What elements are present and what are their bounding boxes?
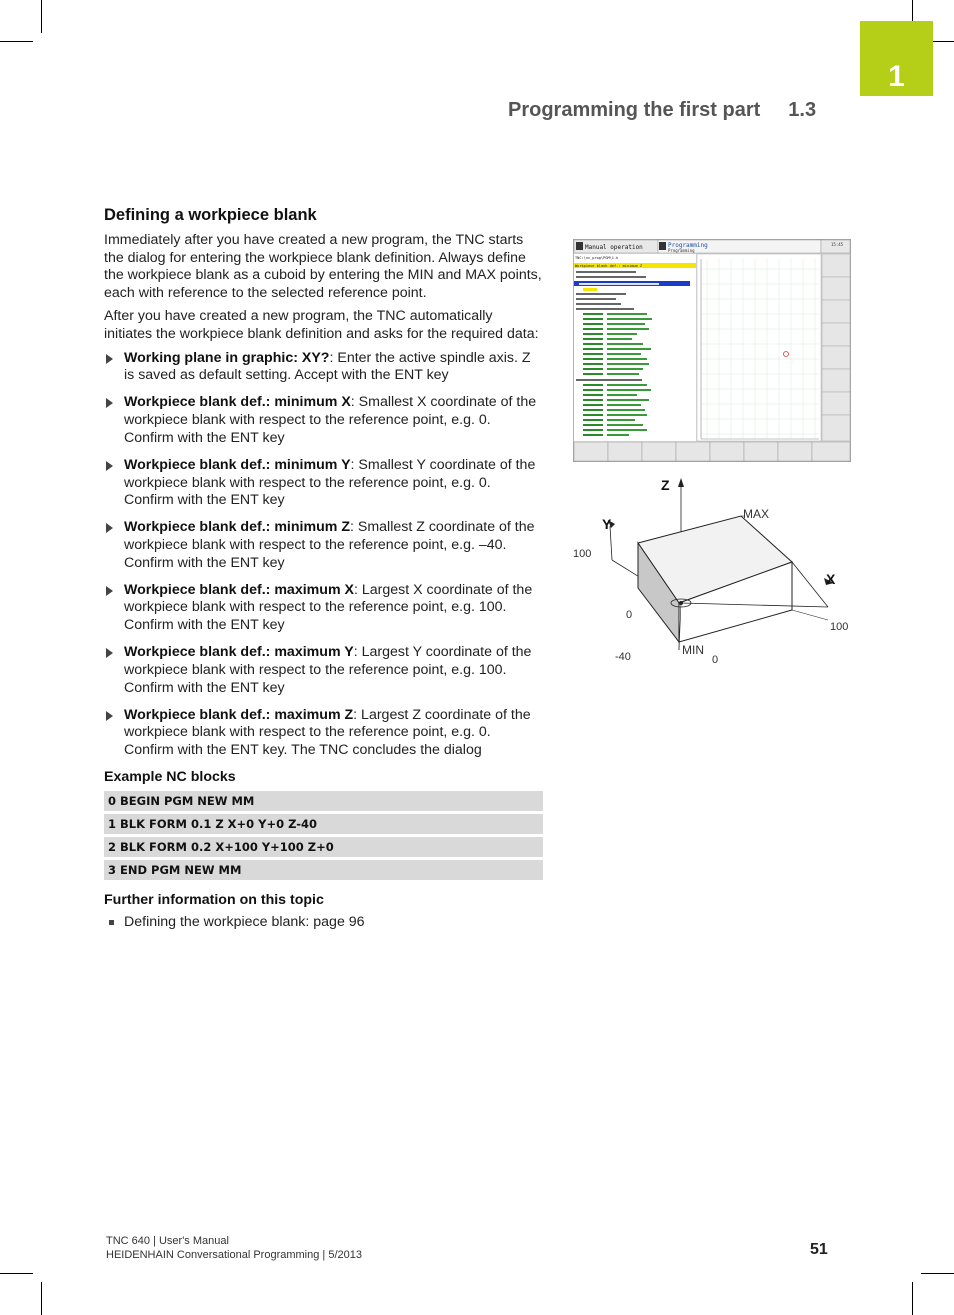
nc-block-row: 1 BLK FORM 0.1 Z X+0 Y+0 Z-40 xyxy=(104,814,543,834)
section-number: 1.3 xyxy=(788,99,817,121)
tnc-screenshot xyxy=(573,239,851,462)
x-tick-0: 0 xyxy=(712,654,719,666)
arrow-bullet-icon xyxy=(106,648,113,658)
bottom-softkeys xyxy=(574,442,850,461)
nc-block-row: 2 BLK FORM 0.2 X+100 Y+100 Z+0 xyxy=(104,837,543,857)
step-item: Workpiece blank def.: maximum Z: Largest Z coordinate of the workpiece blank with respect to the reference point, e.g. 0. Confirm with the ENT key. The TNC concludes the dialog xyxy=(104,707,544,760)
crop-mark xyxy=(921,1273,954,1274)
footer-line: TNC 640 | User's Manual xyxy=(106,1235,229,1247)
footer xyxy=(106,1234,362,1262)
z-tick-neg40: -40 xyxy=(615,651,631,663)
further-info-item[interactable]: Defining the workpiece blank: page 96 xyxy=(104,914,544,932)
step-list xyxy=(104,350,544,760)
mode-left-label: Manual operation xyxy=(585,244,643,251)
arrow-bullet-icon xyxy=(106,398,113,408)
step-item: Workpiece blank def.: minimum Z: Smallest Z coordinate of the workpiece blank with respect to the reference point, e.g. –40. Confirm with the ENT key xyxy=(104,519,544,572)
step-item: Workpiece blank def.: maximum X: Largest X coordinate of the workpiece blank with respect to the reference point, e.g. 100. Confirm with the ENT key xyxy=(104,582,544,635)
main-content xyxy=(104,206,544,932)
max-label: MAX xyxy=(743,507,770,521)
mode-right-sub: Programming xyxy=(668,248,695,253)
chapter-tab: 1 xyxy=(860,21,933,96)
side-softkeys xyxy=(822,254,850,441)
section-title: Programming the first part xyxy=(508,99,761,121)
running-header xyxy=(508,99,816,122)
x-tick-100: 100 xyxy=(830,621,849,633)
crop-mark xyxy=(0,41,33,42)
y-tick-0: 0 xyxy=(626,609,633,621)
step-item: Workpiece blank def.: maximum Y: Largest Y coordinate of the workpiece blank with respect to the reference point, e.g. 100. Confirm with the ENT key xyxy=(104,644,544,697)
footer-line: HEIDENHAIN Conversational Programming | 5/2013 xyxy=(106,1249,362,1261)
arrow-bullet-icon xyxy=(106,586,113,596)
y-tick-100: 100 xyxy=(573,548,592,560)
programming-mode-icon xyxy=(659,242,666,250)
z-axis-arrow-icon xyxy=(678,478,684,487)
paragraph: After you have created a new program, the TNC automatically initiates the workpiece blank definition and asks for the required data: xyxy=(104,308,539,342)
workpiece-blank-diagram xyxy=(566,470,856,670)
square-bullet-icon xyxy=(109,920,114,925)
arrow-bullet-icon xyxy=(106,354,113,364)
clock: 15:45 xyxy=(831,242,844,247)
program-path: TNC:\nc_prog\PGM\1.h xyxy=(575,256,619,260)
step-item: Working plane in graphic: XY?: Enter the active spindle axis. Z is saved as default setting. Accept with the ENT key xyxy=(104,350,544,385)
page-number: 51 xyxy=(810,1241,828,1258)
step-item: Workpiece blank def.: minimum X: Smallest X coordinate of the workpiece blank with respect to the reference point, e.g. 0. Confirm with the ENT key xyxy=(104,394,544,447)
example-heading: Example NC blocks xyxy=(104,769,236,786)
crop-mark xyxy=(912,1282,913,1315)
crop-mark xyxy=(0,1273,33,1274)
arrow-bullet-icon xyxy=(106,523,113,533)
arrow-bullet-icon xyxy=(106,711,113,721)
further-info-heading: Further information on this topic xyxy=(104,892,324,909)
paragraph: Immediately after you have created a new program, the TNC starts the dialog for entering the workpiece blank definition. Always define the workpiece blank as a cuboid by entering the MIN and MAX points, each with reference to the selected reference point. xyxy=(104,232,542,301)
step-item: Workpiece blank def.: minimum Y: Smallest Y coordinate of the workpiece blank with respect to the reference point, e.g. 0. Confirm with the ENT key xyxy=(104,457,544,510)
dialog-prompt: Workpiece blank def.: minimum Z xyxy=(575,264,643,268)
nc-block-table xyxy=(104,791,543,880)
arrow-bullet-icon xyxy=(106,461,113,471)
crop-mark xyxy=(41,0,42,33)
nc-block-row: 0 BEGIN PGM NEW MM xyxy=(104,791,543,811)
manual-mode-icon xyxy=(576,242,583,250)
crop-mark xyxy=(41,1282,42,1315)
y-axis-label: Y xyxy=(602,516,612,532)
further-info-list xyxy=(104,914,544,932)
min-label: MIN xyxy=(682,643,704,657)
mode-right-label: Programming xyxy=(668,242,708,249)
z-axis-label: Z xyxy=(661,477,670,493)
section-heading: Defining a workpiece blank xyxy=(104,206,317,224)
nc-block-row: 3 END PGM NEW MM xyxy=(104,860,543,880)
x-axis-label: X xyxy=(826,571,836,587)
